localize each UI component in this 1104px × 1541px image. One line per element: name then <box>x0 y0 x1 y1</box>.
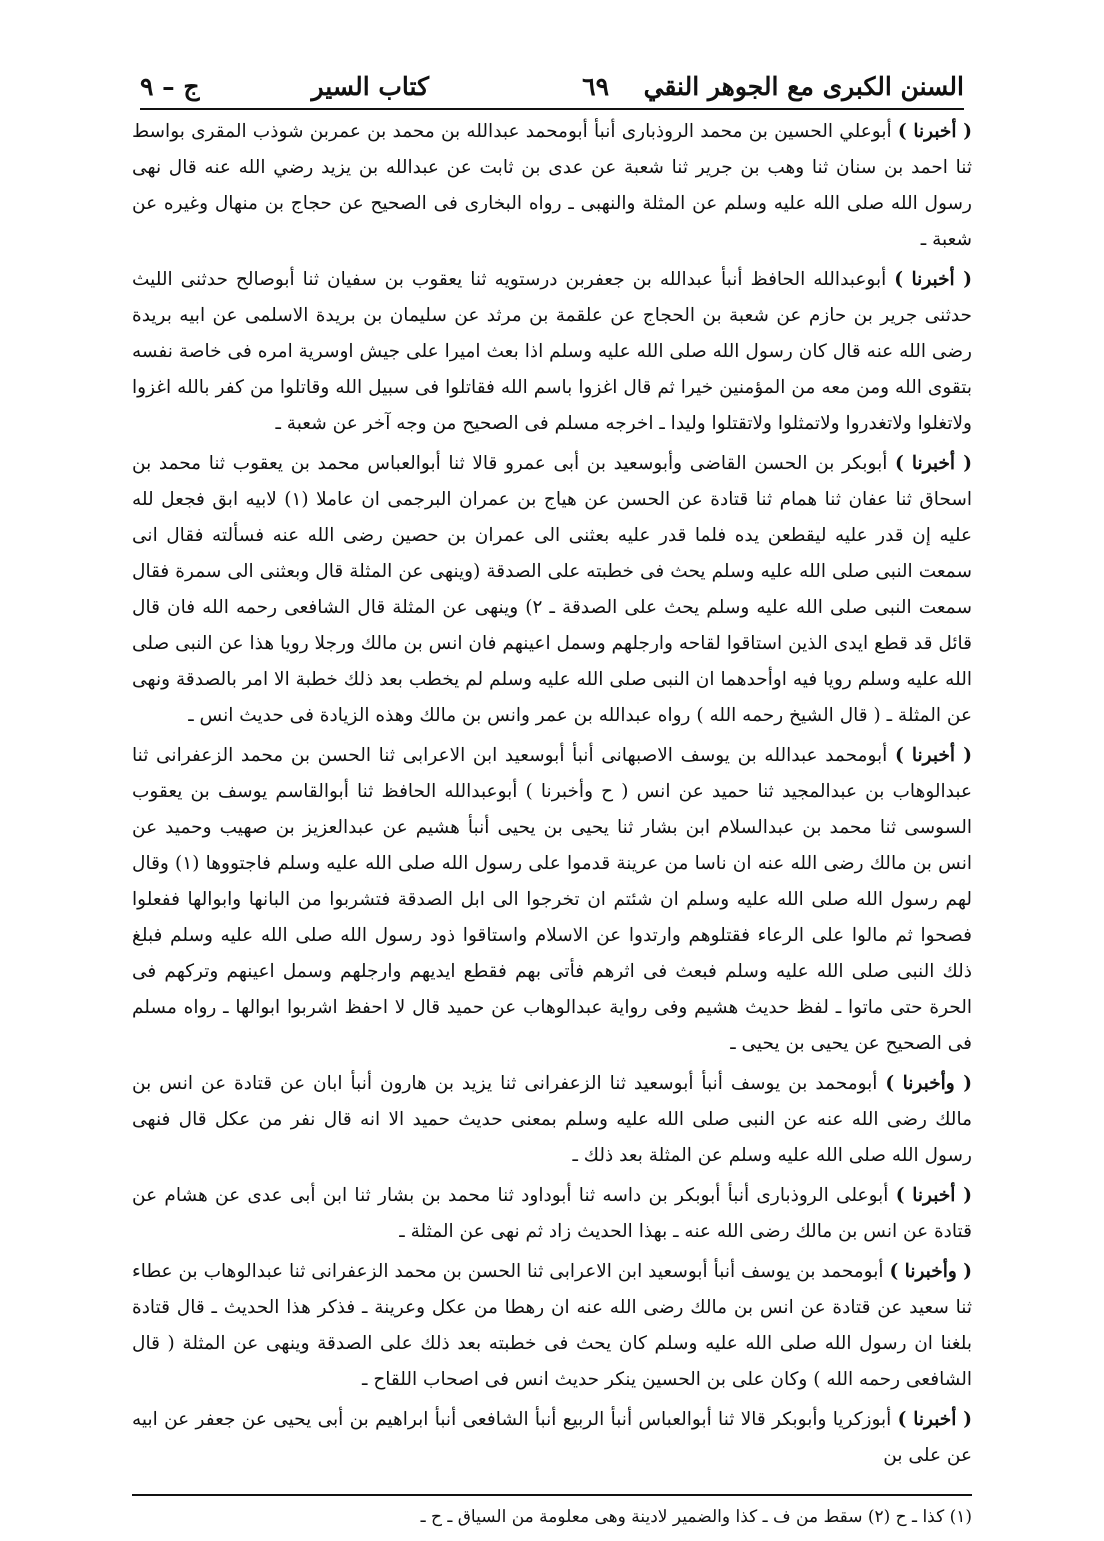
paragraph <box>132 1254 972 1398</box>
paragraph-text: أبومحمد بن يوسف أنبأ أبوسعيد ابن الاعرابى ثنا الحسن بن محمد الزعفرانى ثنا عبدالوهاب بن عطاء ثنا سعيد عن قتادة عن انس بن مالك رضى الله عنه ان رهطا من عكل وعرينة ـ فذكر هذا الحديث ـ قال قتادة بلغنا ان رسول الله صلى الله عليه وسلم كان يحث فى خطبته بعد ذلك على الصدقة وينهى عن المثلة ( قال الشافعى رحمه الله ) وكان على بن الحسين ينكر حديث انس فى اصحاب اللقاح ـ <box>132 1261 972 1390</box>
paragraph-text: أبوعلى الروذبارى أنبأ أبوبكر بن داسه ثنا أبوداود ثنا محمد بن بشار ثنا ابن أبى عدى عن هشام عن قتادة عن انس بن مالك رضى الله عنه ـ بهذا الحديث زاد ثم نهى عن المثلة ـ <box>132 1185 972 1242</box>
footnote: (١) كذا ـ ح (٢) سقط من ف ـ كذا والضمير لادينة وهى معلومة من السياق ـ ح ـ <box>420 1507 972 1527</box>
narration-label: ( أخبرنا ) <box>897 121 972 142</box>
narration-label: ( وأخبرنا ) <box>889 1261 972 1282</box>
paragraph-text: أبومحمد بن يوسف أنبأ أبوسعيد ثنا الزعفرانى ثنا يزيد بن هارون أنبأ ابان عن قتادة عن انس بن مالك رضى الله عنه عن النبى صلى الله عليه وسلم بمعنى حديث حميد الا انه قال نفر من عكل قال فنهى رسول الله صلى الله عليه وسلم عن المثلة بعد ذلك ـ <box>132 1073 972 1166</box>
narration-label: ( أخبرنا ) <box>895 453 972 474</box>
chapter-title: كتاب السير <box>311 72 429 101</box>
paragraph-text: أبوعلي الحسين بن محمد الروذباری أنبأ أبومحمد عبدالله بن محمد بن عمربن شوذب المقرى بواسط ثنا احمد بن سنان ثنا وهب بن جرير ثنا شعبة عن عدى بن ثابت عن عبدالله بن يزيد رضي الله عنه قال نهى رسول الله صلى الله عليه وسلم عن المثلة والنهبى ـ رواه البخارى فى الصحيح عن حجاج بن منهال وغيره عن شعبة ـ <box>132 121 972 250</box>
paragraph <box>132 114 972 258</box>
main-text <box>132 114 972 1478</box>
narration-label: ( أخبرنا ) <box>895 1185 972 1206</box>
paragraph-text: أبوبكر بن الحسن القاضى وأبوسعيد بن أبى عمرو قالا ثنا أبوالعباس محمد بن يعقوب ثنا محمد بن اسحاق ثنا عفان ثنا همام ثنا قتادة عن الحسن عن هياج بن عمران البرجمى ان عاملا (١) لابيه ابق فجعل لله عليه إن قدر عليه ليقطعن يده فلما قدر عليه بعثنى الى عمران بن حصين رضى الله عنه فسألته فقال انى سمعت النبى صلى الله عليه وسلم يحث فى خطبته على الصدقة (وينهى عن المثلة قال وبعثنى الى سمرة فقال سمعت النبى صلى الله عليه وسلم يحث على الصدقة ـ ٢) وينهى عن المثلة قال الشافعى رحمه الله فان قال قائل قد قطع ايدى الذين استاقوا لقاحه وارجلهم وسمل اعينهم فان انس بن مالك ورجلا رويا هذا عن النبى صلى الله عليه وسلم رويا فيه اوأحدهما ان النبى صلى الله عليه وسلم لم يخطب بعد ذلك خطبة الا امر بالصدقة ونهى عن المثلة ـ ( قال الشيخ رحمه الله ) رواه عبدالله بن عمر وانس بن مالك وهذه الزيادة فى حديث انس ـ <box>132 453 972 726</box>
page-header <box>140 68 964 110</box>
paragraph-text: أبوعبدالله الحافظ أنبأ عبدالله بن جعفربن درستويه ثنا يعقوب بن سفيان ثنا أبوصالح حدثنى الليث حدثنى جرير بن حازم عن شعبة بن الحجاج عن علقمة بن مرثد عن سليمان بن بريدة الاسلمى عن ابيه بريدة رضى الله عنه قال كان رسول الله صلى الله عليه وسلم اذا بعث اميرا على جيش اوسرية امره فى خاصة نفسه بتقوى الله ومن معه من المؤمنين خيرا ثم قال اغزوا باسم الله فقاتلوا فى سبيل الله وقاتلوا من كفر بالله اغزوا ولاتغلوا ولاتغدروا ولاتمثلوا ولاتقتلوا وليدا ـ اخرجه مسلم فى الصحيح من وجه آخر عن شعبة ـ <box>132 269 972 434</box>
narration-label: ( أخبرنا ) <box>894 745 972 766</box>
narration-label: ( أخبرنا ) <box>894 269 973 290</box>
book-title: السنن الكبرى مع الجوهر النقي <box>643 72 964 101</box>
paragraph-text: أبومحمد عبدالله بن يوسف الاصبهانى أنبأ أبوسعيد ابن الاعرابى ثنا الحسن بن محمد الزعفرانى ثنا عبدالوهاب بن عبدالمجيد ثنا حميد عن انس ( ح وأخبرنا ) أبوعبدالله الحافظ ثنا أبوالقاسم يوسف بن يعقوب السوسى ثنا محمد بن عبدالسلام ابن بشار ثنا يحيى بن يحيى أنبأ هشيم عن عبدالعزيز بن صهيب وحميد عن انس بن مالك رضى الله عنه ان ناسا من عرينة قدموا على رسول الله صلى الله عليه وسلم فاجتووها (١) وقال لهم رسول الله صلى الله عليه وسلم ان شئتم ان تخرجوا الى ابل الصدقة فتشربوا من البانها وابوالها ففعلوا فصحوا ثم مالوا على الرعاء فقتلوهم وارتدوا عن الاسلام واستاقوا ذود رسول الله صلى الله عليه وسلم فبلغ ذلك النبى صلى الله عليه وسلم فبعث فى اثرهم فأتى بهم فقطع ايديهم وارجلهم وسمل اعينهم وتركهم فى الحرة حتى ماتوا ـ لفظ حديث هشيم وفى رواية عبدالوهاب عن حميد قال لا احفظ اشربوا ابوالها ـ رواه مسلم فى الصحيح عن يحيى بن يحيى ـ <box>132 745 972 1054</box>
paragraph <box>132 262 972 442</box>
page-number: ٦٩ <box>582 72 609 101</box>
footnote-divider <box>132 1494 972 1496</box>
paragraph <box>132 1066 972 1174</box>
volume-label: ج – ٩ <box>140 72 200 101</box>
paragraph <box>132 1402 972 1474</box>
paragraph <box>132 1178 972 1250</box>
narration-label: ( أخبرنا ) <box>897 1409 972 1430</box>
paragraph-text: أبوزكريا وأبوبكر قالا ثنا أبوالعباس أنبأ الربيع أنبأ الشافعى أنبأ ابراهيم بن أبى يحيى عن جعفر عن ابيه عن على بن <box>132 1409 972 1466</box>
narration-label: ( وأخبرنا ) <box>885 1073 972 1094</box>
paragraph <box>132 738 972 1062</box>
paragraph <box>132 446 972 734</box>
